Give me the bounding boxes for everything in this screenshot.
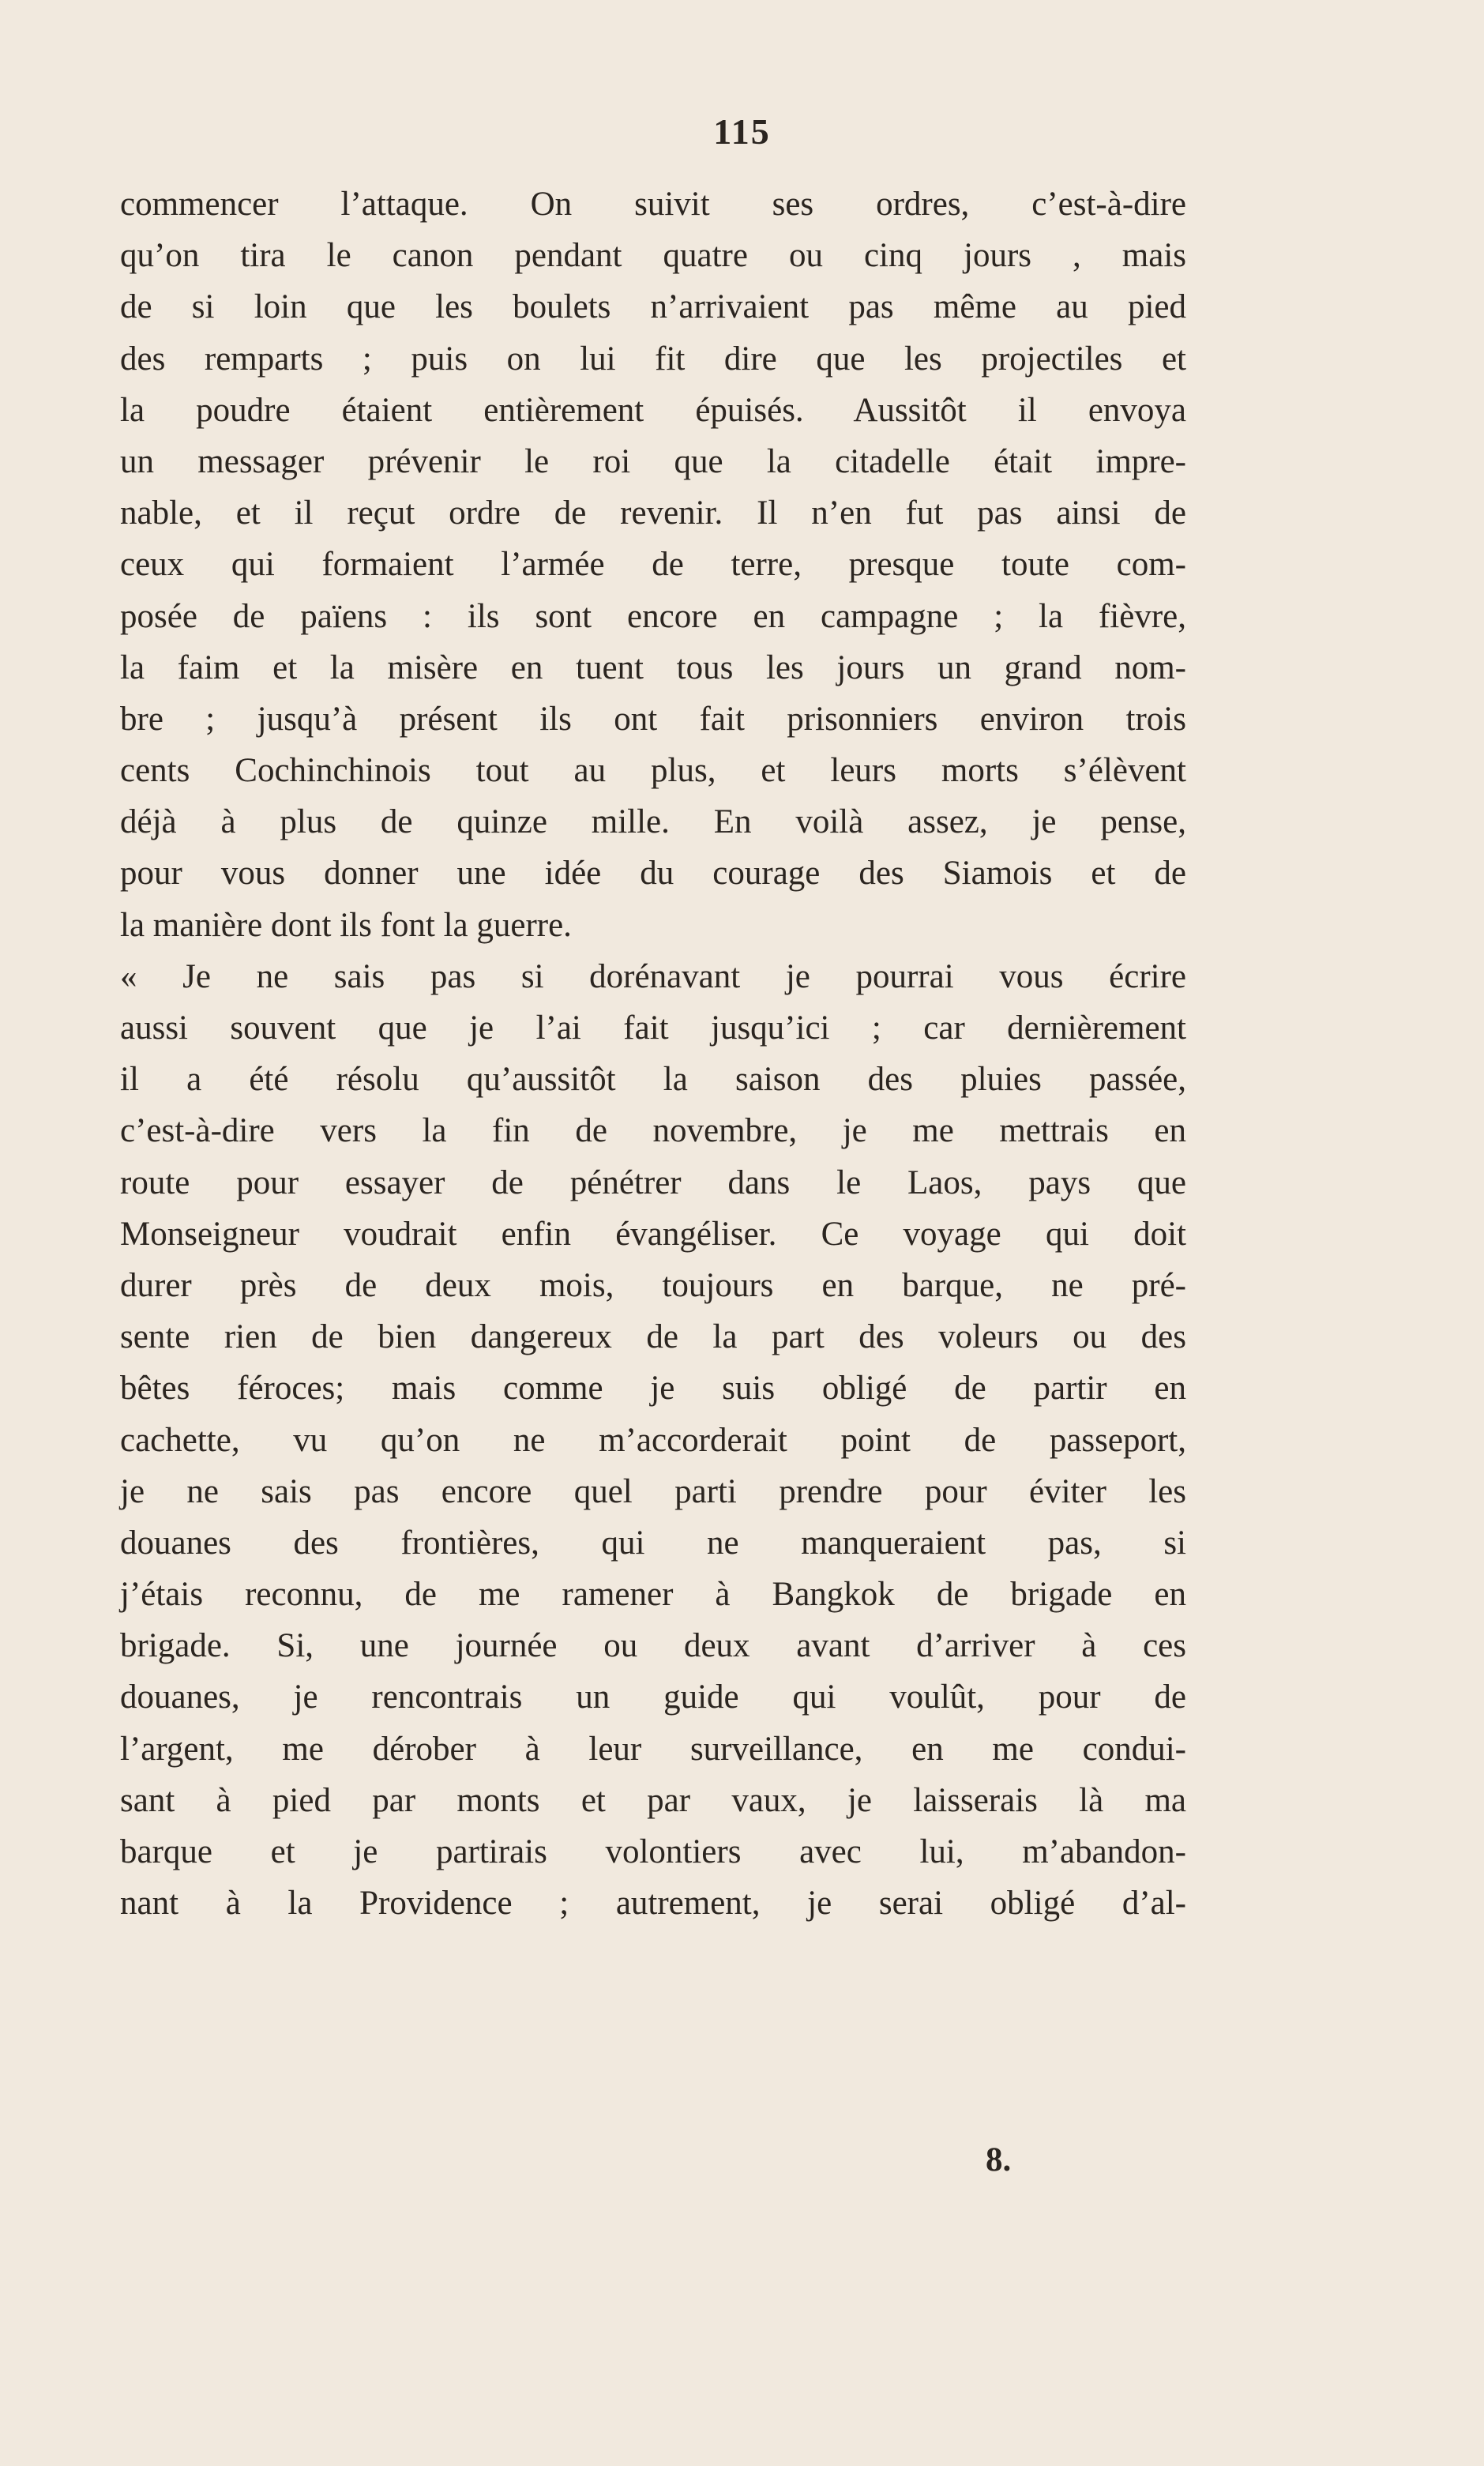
text-line: c’est-à-dire vers la fin de novembre, je me mettrais en	[120, 1112, 1186, 1150]
text-line: nant à la Providence ; autrement, je serai obligé d’al-	[120, 1885, 1186, 1923]
text-line: déjà à plus de quinze mille. En voilà assez, je pense,	[120, 803, 1186, 841]
signature-mark: 8.	[986, 2141, 1012, 2178]
text-line: bêtes féroces; mais comme je suis obligé de partir en	[120, 1370, 1186, 1408]
text-line: qu’on tira le canon pendant quatre ou cinq jours , mais	[120, 237, 1186, 275]
text-line: la faim et la misère en tuent tous les jours un grand nom-	[120, 648, 1186, 686]
text-line: cachette, vu qu’on ne m’accorderait point de passeport,	[120, 1421, 1186, 1459]
text-line: des remparts ; puis on lui fit dire que les projectiles et	[120, 340, 1186, 378]
text-line: commencer l’attaque. On suivit ses ordres, c’est-à-dire	[120, 186, 1186, 223]
body-text	[120, 179, 1186, 1929]
text-line: je ne sais pas encore quel parti prendre pour éviter les	[120, 1472, 1186, 1510]
text-line: nable, et il reçut ordre de revenir. Il n’en fut pas ainsi de	[120, 494, 1186, 532]
text-line: bre ; jusqu’à présent ils ont fait prisonniers environ trois	[120, 700, 1186, 738]
text-line: de si loin que les boulets n’arrivaient pas même au pied	[120, 288, 1186, 326]
text-line: douanes des frontières, qui ne manqueraient pas, si	[120, 1524, 1186, 1562]
text-line: il a été résolu qu’aussitôt la saison des pluies passée,	[120, 1061, 1186, 1099]
text-line: un messager prévenir le roi que la citadelle était impre-	[120, 442, 1186, 480]
text-line: aussi souvent que je l’ai fait jusqu’ici ; car dernièrement	[120, 1009, 1186, 1047]
text-line: durer près de deux mois, toujours en barque, ne pré-	[120, 1266, 1186, 1304]
text-line: « Je ne sais pas si dorénavant je pourrai vous écrire	[120, 957, 1186, 995]
text-line: j’étais reconnu, de me ramener à Bangkok de brigade en	[120, 1576, 1186, 1614]
text-line: barque et je partirais volontiers avec lui, m’abandon-	[120, 1833, 1186, 1870]
text-line: l’argent, me dérober à leur surveillance, en me condui-	[120, 1730, 1186, 1768]
text-line: sant à pied par monts et par vaux, je laisserais là ma	[120, 1781, 1186, 1819]
text-line: route pour essayer de pénétrer dans le Laos, pays que	[120, 1163, 1186, 1201]
text-line: la manière dont ils font la guerre.	[120, 906, 572, 944]
text-line: douanes, je rencontrais un guide qui voulût, pour de	[120, 1678, 1186, 1716]
text-line: Monseigneur voudrait enfin évangéliser. Ce voyage qui doit	[120, 1215, 1186, 1253]
text-line: sente rien de bien dangereux de la part des voleurs ou des	[120, 1318, 1186, 1356]
text-line: posée de païens : ils sont encore en campagne ; la fièvre,	[120, 597, 1186, 635]
text-line: pour vous donner une idée du courage des Siamois et de	[120, 855, 1186, 893]
text-line: la poudre étaient entièrement épuisés. Aussitôt il envoya	[120, 391, 1186, 429]
text-line: ceux qui formaient l’armée de terre, presque toute com-	[120, 546, 1186, 584]
page-number: 115	[713, 111, 771, 152]
text-line: brigade. Si, une journée ou deux avant d’arriver à ces	[120, 1627, 1186, 1665]
text-line: cents Cochinchinois tout au plus, et leurs morts s’élèvent	[120, 752, 1186, 790]
